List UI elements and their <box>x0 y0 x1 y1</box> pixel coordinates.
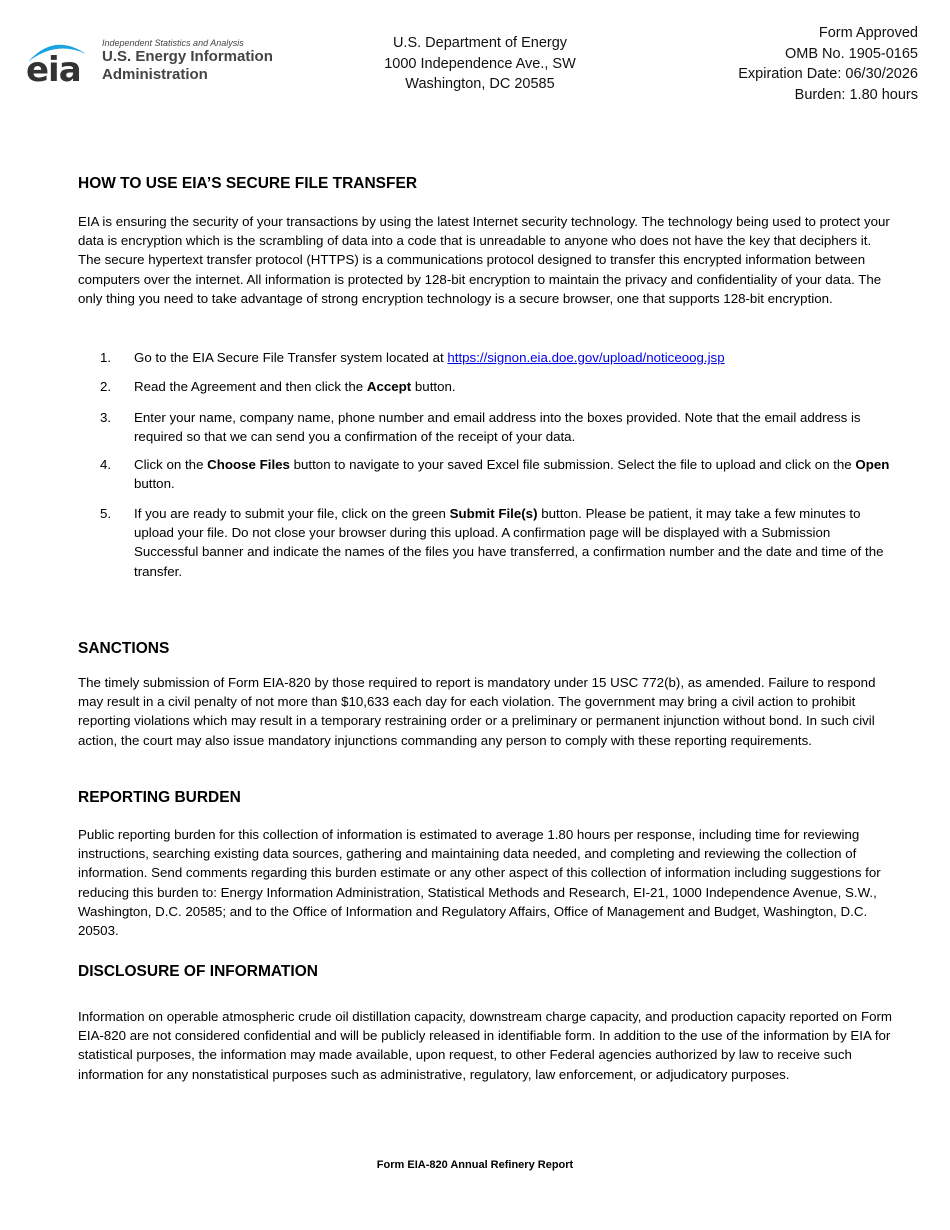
step-text: button. Please be patient, it may take a few minutes to upload your file. Do not close your browser during this upload. A confirmation page will be displayed with a Submission Successful banner and indicate the names of the files you have transferred, a confirmation number and the date and time of the transfer. <box>134 506 884 579</box>
sanctions-body: The timely submission of Form EIA-820 by those required to report is mandatory under 15 USC 772(b), as amended. Failure to respond may result in a civil penalty of not more than $10,633 each day for each violation. The government may bring a civil action to prohibit reporting violations which may result in a temporary restraining order or a preliminary or permanent injunction without bond. In such civil action, the court may also issue mandatory injunctions commanding any person to comply with these reporting requirements. <box>78 675 876 748</box>
section-heading-burden: REPORTING BURDEN <box>78 789 241 806</box>
step-bold: Choose Files <box>207 457 290 472</box>
secure-transfer-body: EIA is ensuring the security of your transactions by using the latest Internet security technology. The technology being used to protect your data is encryption which is the scrambling of data into a code that is unreadable to anyone who does not have the key that deciphers it. The secure hypertext transfer protocol (HTTPS) is a communications protocol designed to transfer this encrypted information between computers over the internet. All information is protected by 128-bit encryption to maintain the privacy and confidentiality of your data. The only thing you need to take advantage of strong encryption technology is a secure browser, one that supports 128-bit encryption. <box>78 214 890 306</box>
step-text: Click on the <box>134 457 208 472</box>
step-text: Read the Agreement and then click the <box>134 379 367 394</box>
upload-link[interactable]: https://signon.eia.doe.gov/upload/noticeoog.jsp <box>447 350 725 365</box>
agency-address <box>330 33 630 95</box>
section-heading-sanctions: SANCTIONS <box>78 640 170 657</box>
burden-body: Public reporting burden for this collection of information is estimated to average 1.80 hours per response, including time for reviewing instructions, searching existing data sources, gathering and maintaining data needed, and completing and reviewing the collection of information. Send comments regarding this burden estimate or any other aspect of this collection of information including suggestions for reducing this burden to: Energy Information Administration, Statistical Methods and Research, EI-21, 1000 Independence Avenue, S.W., Washington, D.C. 20585; and to the Office of Information and Regulatory Affairs, Office of Management and Budget, Washington, D.C. 20503. <box>78 827 881 939</box>
section-heading-disclosure: DISCLOSURE OF INFORMATION <box>78 963 318 980</box>
step-text: button. <box>411 379 456 394</box>
approval-line: Expiration Date: 06/30/2026 <box>738 66 918 82</box>
approval-line: Burden: 1.80 hours <box>794 86 918 103</box>
address-line: 1000 Independence Ave., SW <box>384 55 576 72</box>
omb-approval <box>738 23 918 105</box>
disclosure-body: Information on operable atmospheric crude oil distillation capacity, downstream charge capacity, and production capacity reported on Form EIA-820 are not considered confidential and will be publicly released in identifiable form. In addition to the use of the information by EIA for statistical purposes, the information may made available, upon request, to other Federal agencies authorized by law to receive such information for any nonstatistical purposes such as administrative, regulatory, law enforcement, or adjudicatory purposes. <box>78 1009 892 1082</box>
step-text: button. <box>134 476 175 492</box>
section-heading-secure-transfer: HOW TO USE EIA’S SECURE FILE TRANSFER <box>78 175 418 192</box>
logo-name <box>102 48 273 84</box>
step-bold: Accept <box>366 379 412 394</box>
page-footer: Form EIA-820 Annual Refinery Report <box>376 1159 574 1171</box>
step-text: If you are ready to submit your file, click on the green <box>134 506 450 521</box>
address-line: Washington, DC 20585 <box>405 76 555 92</box>
address-line: U.S. Department of Energy <box>392 35 568 51</box>
logo-name-line2: Administration <box>102 66 208 83</box>
step-number: 5. <box>100 506 112 521</box>
step-text: button to navigate to your saved Excel file submission. Select the file to upload and click on the <box>289 457 856 472</box>
step-number: 3. <box>100 410 112 425</box>
step-number: 4. <box>100 457 112 472</box>
step-bold: Submit File(s) <box>449 506 538 521</box>
logo-name-line1: U.S. Energy Information <box>102 48 273 65</box>
approval-line: Form Approved <box>818 25 918 41</box>
eia-logo <box>24 36 294 90</box>
step-number: 2. <box>100 379 112 394</box>
step-bold: Open <box>855 457 890 472</box>
logo-tagline: Independent Statistics and Analysis <box>102 38 244 48</box>
step-number: 1. <box>100 350 112 365</box>
logo-mark: eia <box>26 50 81 90</box>
step-text: Enter your name, company name, phone number and email address into the boxes provided. Note that the email address is required so that we can send you a confirmation of the receipt of your data. <box>134 410 861 445</box>
step-text: Go to the EIA Secure File Transfer system located at <box>134 350 448 365</box>
approval-line: OMB No. 1905-0165 <box>785 45 918 62</box>
